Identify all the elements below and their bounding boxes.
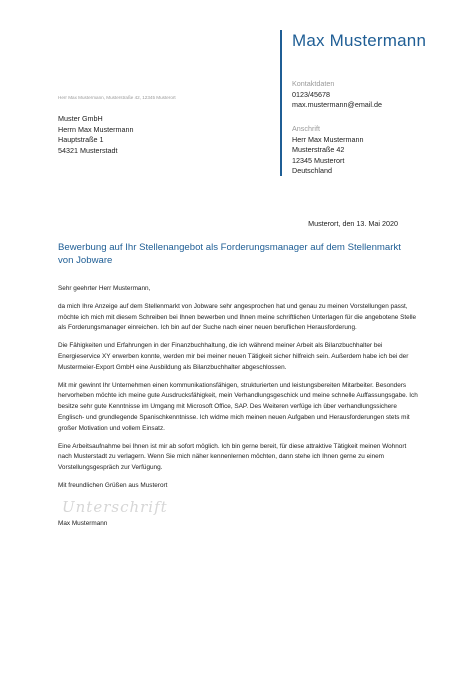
- letter-subject: Bewerbung auf Ihr Stellenangebot als Forderungsmanager auf dem Stellenmarkt von Jobware: [58, 242, 401, 266]
- letter-body: [58, 284, 420, 529]
- address-line: 12345 Musterort: [292, 155, 345, 165]
- address-line: Herr Max Mustermann: [292, 134, 364, 144]
- header-divider-line: [280, 30, 282, 176]
- salutation: Sehr geehrter Herr Mustermann,: [58, 285, 151, 292]
- contact-email: max.mustermann@email.de: [292, 100, 382, 109]
- sender-return-line: Herr Max Mustermann, Musterstraße 42, 12345 Musterort: [58, 95, 176, 100]
- recipient-line: Hauptstraße 1: [58, 135, 104, 144]
- body-paragraph: da mich Ihre Anzeige auf dem Stellenmarkt von Jobware sehr angesprochen hat und genau zu meinen Vorstellungen passt, möchte ich mich mit diesem Schreiben bei Ihnen bewerben und Ihnen meine schriftlichen Unterlagen für die angebotene Stelle als Forderungsmanager einreichen. Ich bin auf der Suche nach einer neuen beruflichen Herausforderung.: [58, 302, 417, 332]
- signature-placeholder: Unterschrift: [62, 497, 168, 516]
- recipient-line: Herrn Max Mustermann: [58, 124, 134, 134]
- recipient-address-block: [58, 114, 134, 156]
- contact-label: Kontaktdaten: [292, 79, 335, 88]
- contact-phone: 0123/45678: [292, 89, 330, 99]
- address-label: Anschrift: [292, 124, 320, 133]
- contact-block: [292, 79, 382, 111]
- signature-name: Max Mustermann: [58, 519, 108, 527]
- letter-date: Musterort, den 13. Mai 2020: [308, 219, 398, 228]
- closing: Mit freundlichen Grüßen aus Musterort: [58, 481, 168, 489]
- address-line: Musterstraße 42: [292, 145, 345, 154]
- sender-name-heading: Max Mustermann: [292, 31, 427, 50]
- recipient-line: 54321 Musterstadt: [58, 145, 118, 155]
- address-line: Deutschland: [292, 166, 332, 175]
- sender-address-block: [292, 124, 364, 177]
- body-paragraph: Mit mir gewinnt Ihr Unternehmen einen kommunikationsfähigen, strukturierten und leistungsbereiten Mitarbeiter. Besonders hervorheben möchte ich meine gute Ausdrucksfähigkeit, mein Verhandlungsgeschick und meine schnelle Auffassungsgabe. Ich besitze sehr gute Kenntnisse im Umgang mit Microsoft Office, SAP. Des Weiteren verfüge ich über verhandlungssichere Englisch- und grundlegende Spanischkenntnisse. Ich widme mich meinen neuen Aufgaben und Herausforderungen stets mit großer Motivation und vollem Einsatz.: [58, 381, 418, 432]
- body-paragraph: Eine Arbeitsaufnahme bei Ihnen ist mir ab sofort möglich. Ich bin gerne bereit, für diese attraktive Tätigkeit meinen Wohnort nach Musterstadt zu verlagern. Wenn Sie mich näher kennenlernen möchten, dann stehe ich Ihnen gerne zu einem Vorstellungsgespräch zur Verfügung.: [58, 442, 407, 472]
- body-paragraph: Die Fähigkeiten und Erfahrungen in der Finanzbuchhaltung, die ich während meiner Arbeit als Bilanzbuchhalter bei Energieservice XY erwerben konnte, werden mir bei meiner neuen Tätigkeit sicher hilfreich sein. Außerdem habe ich bei der Mustermeier-Export GmbH eine Ausbildung als Bilanzbuchhalter abgeschlossen.: [58, 342, 409, 371]
- recipient-line: Muster GmbH: [58, 114, 103, 123]
